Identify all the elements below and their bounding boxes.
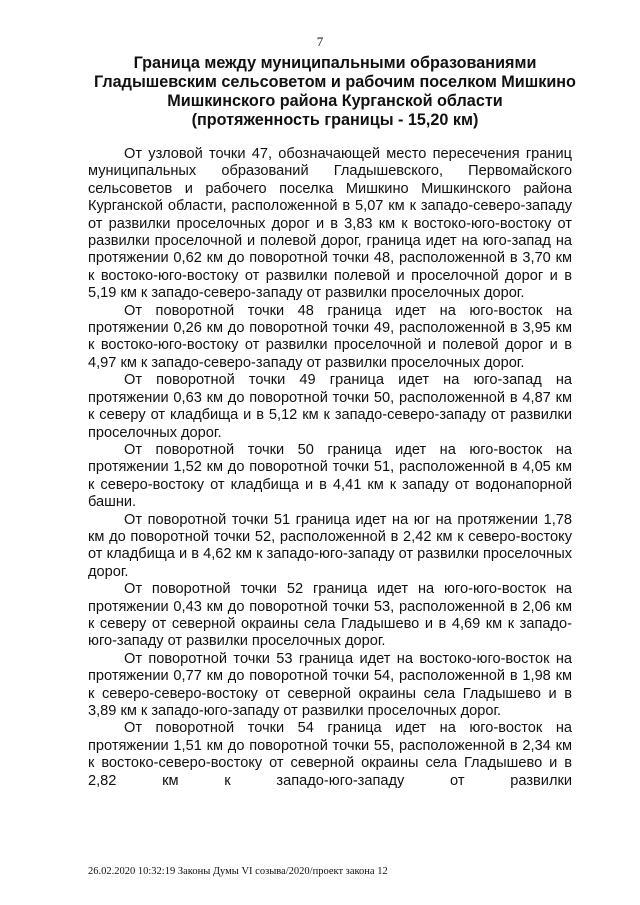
paragraph-point-49: От поворотной точки 49 граница идет на юго-запад на протяжении 0,63 км до поворотной точки 50, расположенной в 4,87 км к северу от кладбища и в 5,12 км к западо-северо-западу от развилки проселочных дорог.	[88, 372, 572, 441]
document-title	[70, 54, 600, 130]
paragraph-point-47: От узловой точки 47, обозначающей место пересечения границ муниципальных образований Гладышевского, Первомайского сельсоветов и рабочего поселка Мишкино Мишкинского района Курганской области, расположенной в 5,07 км к западо-северо-западу от развилки проселочных дорог и в 3,83 км к востоко-юго-востоку от развилки проселочной и полевой дорог, граница идет на юго-запад на протяжении 0,62 км до поворотной точки 48, расположенной в 3,70 км к востоко-юго-востоку от развилки полевой и проселочной дорог и в 5,19 км к западо-северо-западу от развилки проселочных дорог.	[88, 146, 572, 302]
paragraph-point-51: От поворотной точки 51 граница идет на юг на протяжении 1,78 км до поворотной точки 52, расположенной в 2,42 км к северо-востоку от кладбища и в 4,62 км к западо-юго-западу от развилки проселочных дорог.	[88, 511, 572, 580]
paragraph-point-50: От поворотной точки 50 граница идет на юго-восток на протяжении 1,52 км до поворотной точки 51, расположенной в 4,05 км к северо-востоку от кладбища и в 4,41 км к западу от водонапорной башни.	[88, 441, 572, 511]
paragraph-point-54: От поворотной точки 54 граница идет на юго-восток на протяжении 1,51 км до поворотной точки 55, расположенной в 2,34 км к востоко-северо-востоку от северной окраины села Гладышево и в 2,82 км к западо-юго-западу от развилки	[88, 720, 572, 789]
paragraph-point-48: От поворотной точки 48 граница идет на юго-восток на протяжении 0,26 км до поворотной точки 49, расположенной в 3,95 км к востоко-юго-востоку от развилки проселочной и полевой дорог и в 4,97 км к западо-северо-западу от развилки проселочных дорог.	[88, 302, 572, 371]
page-number: 7	[316, 34, 324, 49]
title-line: (протяженность границы - 15,20 км)	[191, 111, 479, 129]
paragraph-point-53: От поворотной точки 53 граница идет на востоко-юго-восток на протяжении 0,77 км до поворотной точки 54, расположенной в 1,98 км к северо-северо-востоку от северной окраины села Гладышево и в 3,89 км к западо-юго-западу от развилки проселочных дорог.	[88, 650, 572, 719]
title-line: Граница между муниципальными образованиями	[133, 54, 537, 72]
document-body	[88, 146, 572, 790]
paragraph-point-52: От поворотной точки 52 граница идет на юго-юго-восток на протяжении 0,43 км до поворотной точки 53, расположенной в 2,06 км к северу от северной окраины села Гладышево и в 4,69 км к западо-юго-западу от развилки проселочных дорог.	[88, 581, 572, 650]
title-line: Гладышевским сельсоветом и рабочим поселком Мишкино	[94, 73, 576, 91]
title-line: Мишкинского района Курганской области	[167, 92, 503, 110]
page-footer: 26.02.2020 10:32:19 Законы Думы VI созыва/2020/проект закона 12	[88, 866, 388, 877]
